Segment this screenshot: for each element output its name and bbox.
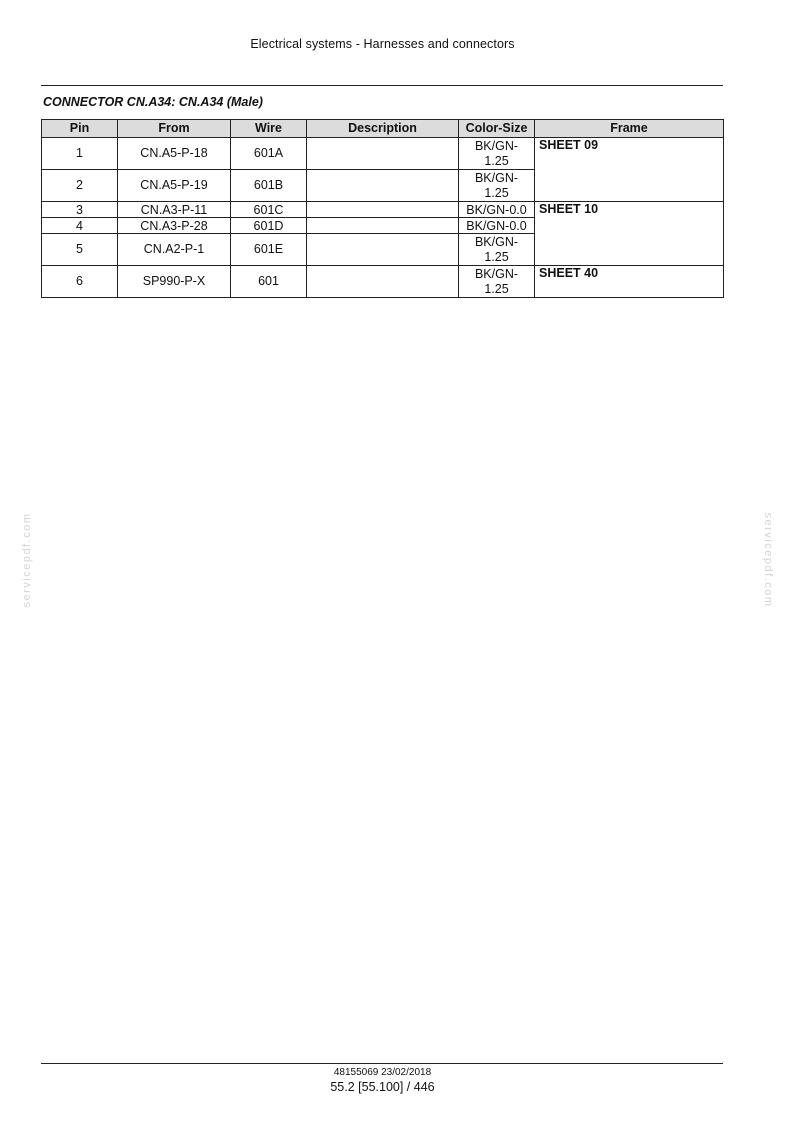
color-size-part: 1.25 [484,185,509,200]
column-header-color-size: Color-Size [459,120,535,138]
watermark-left: servicepdf.com [21,512,33,608]
footer-divider [41,1063,723,1064]
header-divider [41,85,723,86]
footer-document-info: 48155069 23/02/2018 [333,1067,432,1078]
from-cell: CN.A5-P-18 [118,138,231,170]
wire-cell: 601E [231,234,307,266]
color-size-cell: BK/GN-0.0 [459,218,535,234]
connector-section-title: CONNECTOR CN.A34: CN.A34 (Male) [43,95,263,109]
from-cell: CN.A2-P-1 [118,234,231,266]
color-size-part: BK/GN- [474,170,519,185]
description-cell [307,266,459,298]
pin-cell: 5 [42,234,118,266]
description-cell [307,202,459,218]
description-cell [307,138,459,170]
color-size-cell [459,234,535,266]
table-header-row [42,120,724,138]
color-size-cell [459,266,535,298]
color-size-part: BK/GN- [474,138,519,153]
from-cell: CN.A5-P-19 [118,170,231,202]
color-size-part: 1.25 [484,153,509,168]
column-header-frame: Frame [535,120,724,138]
pin-cell: 1 [42,138,118,170]
table-row [42,138,724,170]
column-header-description: Description [307,120,459,138]
color-size-part: BK/GN- [474,266,519,281]
column-header-pin: Pin [42,120,118,138]
from-cell: CN.A3-P-28 [118,218,231,234]
from-cell: CN.A3-P-11 [118,202,231,218]
footer-page-reference: 55.2 [55.100] / 446 [330,1080,435,1094]
color-size-cell [459,138,535,170]
frame-cell: SHEET 40 [535,266,724,298]
wire-cell: 601 [231,266,307,298]
wire-cell: 601D [231,218,307,234]
color-size-cell [459,170,535,202]
column-header-from: From [118,120,231,138]
frame-cell: SHEET 10 [535,202,724,266]
table-row [42,266,724,298]
pin-cell: 6 [42,266,118,298]
wire-cell: 601A [231,138,307,170]
column-header-wire: Wire [231,120,307,138]
color-size-part: 1.25 [484,281,509,296]
description-cell [307,234,459,266]
color-size-part: BK/GN- [474,234,519,249]
wire-cell: 601C [231,202,307,218]
description-cell [307,170,459,202]
color-size-part: 1.25 [484,249,509,264]
frame-cell: SHEET 09 [535,138,724,202]
color-size-cell: BK/GN-0.0 [459,202,535,218]
pin-cell: 3 [42,202,118,218]
pin-cell: 2 [42,170,118,202]
description-cell [307,218,459,234]
wire-cell: 601B [231,170,307,202]
page-header-title: Electrical systems - Harnesses and connectors [250,37,515,51]
pin-cell: 4 [42,218,118,234]
connector-pin-table [41,119,724,298]
from-cell: SP990-P-X [118,266,231,298]
table-row [42,202,724,218]
watermark-right: servicepdf.com [762,512,774,608]
